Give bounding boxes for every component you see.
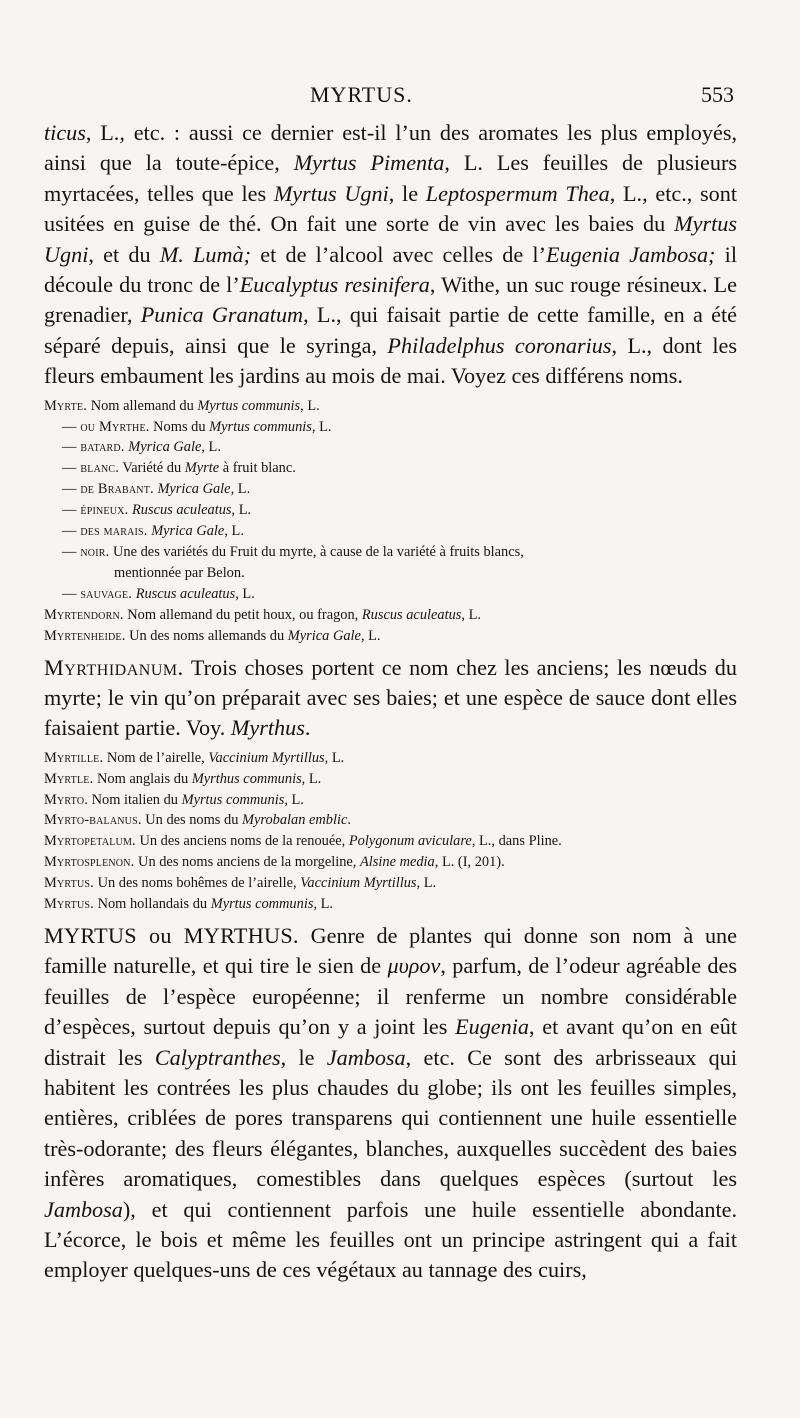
entry-dash: —: [62, 502, 77, 519]
text-span: , et du: [88, 241, 160, 267]
genus-name: Jambosa: [326, 1044, 406, 1070]
species-name: Myrtus communis: [209, 418, 312, 435]
entry-list-myrtille: [44, 748, 737, 915]
entry-headword: ou Myrthe.: [80, 418, 150, 435]
running-head: [0, 82, 800, 122]
genus-name: Calyptranthes: [154, 1044, 281, 1070]
text-span: , etc. Ce sont des arbrisseaux qui habitent les contrées les plus chaudes du globe; ils ont les feuilles simples, entières, criblées de pores transparens qui contiennent une huile essentielle très-odorante; des fleurs élégantes, blanches, auxquelles succèdent des baies infères aromatiques, comestibles dans quelques espèces (surtout les: [44, 1044, 737, 1192]
entry-text: Un des noms anciens de la morgeline,: [134, 854, 360, 871]
entry-headword: sauvage.: [80, 585, 133, 602]
text-span: , L., qui faisait partie de cette famille, en a été séparé depuis, ainsi que le syringa,: [44, 302, 737, 358]
entry-dash: —: [62, 481, 77, 498]
entry-headword: Myrtle.: [44, 770, 94, 787]
text-span: , le: [280, 1044, 327, 1070]
species-name: Leptospermum Thea: [425, 180, 610, 206]
species-name: Myrtus communis: [197, 397, 301, 414]
entry-list-myrte: [44, 396, 737, 647]
dictionary-entry: [44, 748, 737, 769]
dictionary-entry: [44, 873, 737, 894]
italic-text: ticus: [44, 120, 86, 145]
entry-text: à fruit blanc.: [219, 460, 296, 477]
dictionary-entry: [44, 584, 737, 605]
text-span: , et avant qu’on en eût distrait les: [44, 1014, 737, 1070]
entry-text: Noms du: [149, 418, 210, 435]
entry-headword: batard.: [80, 439, 125, 456]
dictionary-entry: [44, 894, 737, 915]
entry-text: .: [347, 812, 351, 829]
entry-headword: Myrto.: [44, 791, 89, 808]
entry-text: Variété du: [119, 460, 185, 477]
entry-headword: Myrtenheide.: [44, 627, 126, 644]
dictionary-entry: [44, 542, 737, 584]
entry-headword: Myrtopetalum.: [44, 833, 136, 850]
species-name: Myrica Gale: [151, 523, 225, 540]
entry-text: , L.: [313, 896, 334, 913]
entry-continuation: mentionnée par Belon.: [114, 564, 245, 581]
text-span: , parfum, de l’odeur agréable des feuilles de l’espèce européenne; il renferme un nombre considérable d’espèces, surtout depuis qu’on y a joint les: [44, 953, 737, 1040]
text-span: et de l’alcool avec celles de l’: [251, 241, 546, 267]
genus-name: Jambosa: [44, 1196, 123, 1222]
entry-headword: épineux.: [80, 502, 129, 519]
entry-text: , L.: [235, 585, 255, 602]
text-span: , Withe, un suc rouge résineux. Le grenadier,: [44, 272, 738, 328]
species-name: Philadelphus coronarius: [387, 332, 612, 358]
species-name: Myrtus communis: [181, 791, 285, 808]
entry-headword: Myrtosplenon.: [44, 854, 135, 871]
entry-headword: Myrtus.: [44, 875, 94, 892]
page-number: 553: [701, 82, 734, 107]
species-name: Punica Granatum: [140, 302, 304, 328]
text-span: , L., dont les fleurs embaument les jardins au mois de mai. Voyez ces différens noms.: [44, 332, 737, 389]
entry-text: , L.: [311, 418, 332, 435]
species-name: Alsine media: [360, 854, 435, 871]
entry-text: , L.: [284, 791, 304, 808]
entry-headword: Myrthidanum.: [44, 654, 184, 680]
species-name: Eugenia Jambosa;: [545, 241, 716, 267]
entry-text: , L.: [301, 770, 322, 787]
entry-text: Nom hollandais du: [93, 896, 211, 913]
species-name: Vaccinium Myrtillus: [208, 749, 325, 766]
dictionary-entry: [44, 626, 737, 647]
species-name: Ruscus aculeatus: [135, 585, 236, 602]
species-name: M. Lumà;: [159, 241, 252, 267]
species-name: Myrica Gale: [287, 627, 361, 644]
species-name: Myrobalan emblic: [242, 812, 348, 829]
entry-headword: Myrtille.: [44, 749, 104, 766]
entry-headword: des marais.: [80, 523, 148, 540]
entry-text: Nom italien du: [88, 791, 182, 808]
dictionary-entry: [44, 500, 737, 521]
entry-text: Un des anciens noms de la renouée,: [135, 833, 349, 850]
species-name: Myrtus Pimenta: [293, 150, 445, 176]
entry-text: , L.: [461, 606, 481, 623]
entry-headword: Myrto-balanus.: [44, 812, 142, 829]
entry-text: Nom de l’airelle,: [103, 749, 209, 766]
entry-text: Un des noms du: [141, 812, 242, 829]
entry-text: , L.: [224, 523, 244, 540]
entry-text: Une des variétés du Fruit du myrte, à cause de la variété à fruits blancs,: [109, 544, 524, 560]
text-span: , L., etc. : aussi ce dernier est-il l’un des aromates les plus employés, ainsi que la toute-épice,: [44, 120, 737, 176]
dictionary-entry: [44, 417, 737, 438]
entry-headword: Myrte.: [44, 397, 88, 414]
entry-text: , L., dans Pline.: [471, 833, 562, 850]
entry-dash: —: [62, 585, 77, 602]
entry-text: Un des noms allemands du: [125, 627, 288, 644]
entry-text: , L.: [201, 439, 221, 456]
entry-text: , L. (I, 201).: [434, 854, 505, 871]
entry-text: , L.: [300, 397, 320, 414]
entry-text: , L.: [416, 875, 437, 892]
species-name: Myrtus Ugni: [273, 180, 389, 206]
running-title: MYRTUS.: [310, 82, 413, 107]
entry-text: , L.: [324, 749, 345, 766]
paragraph-myrtaceae-uses: [44, 118, 737, 392]
species-name: Polygonum aviculare: [348, 833, 472, 850]
species-name: Ruscus aculeatus: [131, 502, 232, 519]
paragraph-myrtus-genus: [44, 921, 737, 1286]
entry-headword: noir.: [80, 544, 110, 560]
entry-dash: —: [62, 418, 77, 435]
dictionary-entry: [44, 521, 737, 542]
entry-dash: —: [62, 523, 77, 540]
species-name: Myrica Gale: [128, 439, 202, 456]
dictionary-entry: [44, 852, 737, 873]
species-name: Ruscus aculeatus: [361, 606, 462, 623]
species-name: Myrthus communis: [191, 770, 302, 787]
species-name: Eucalyptus resinifera: [239, 272, 430, 298]
species-name: Vaccinium Myrtillus: [300, 875, 417, 892]
dictionary-entry: [44, 769, 737, 790]
text-span: , le: [388, 180, 426, 206]
text-span: il découle du tronc de l’: [44, 241, 737, 298]
entry-text: Nom allemand du petit houx, ou fragon,: [123, 606, 362, 623]
dictionary-entry: [44, 437, 737, 458]
entry-text: Nom anglais du: [93, 770, 192, 787]
dictionary-entry: [44, 810, 737, 831]
dictionary-entry: [44, 458, 737, 479]
entry-dash: —: [62, 460, 77, 477]
species-name: Myrte: [184, 460, 220, 477]
entry-dash: —: [62, 439, 77, 456]
entry-headword: de Brabant.: [80, 481, 154, 498]
greek-word: μυρον: [387, 953, 441, 979]
text-span: Genre de plantes qui donne son nom à une famille naturelle, et qui tire le sien de: [44, 923, 737, 979]
dictionary-entry: [44, 790, 737, 811]
genus-name: Eugenia: [455, 1014, 530, 1040]
entry-text: , L.: [231, 502, 252, 519]
dictionary-entry: [44, 479, 737, 500]
entry-headword: Myrtendorn.: [44, 606, 124, 623]
dictionary-entry: [44, 605, 737, 626]
entry-headword: MYRTUS ou MYRTHUS.: [44, 923, 299, 948]
species-name: Myrtus Ugni: [44, 211, 737, 267]
species-name: Myrica Gale: [157, 481, 231, 498]
entry-text: Nom allemand du: [87, 397, 198, 414]
text-span: .: [304, 715, 311, 741]
text-span: ), et qui contiennent parfois une huile essentielle abondante. L’écorce, le bois et même les feuilles ont un principe astringent qui a fait employer quelques-uns de ces végétaux au tannage des cuirs,: [44, 1196, 737, 1283]
paragraph-myrthidanum: [44, 653, 737, 744]
entry-text: , L.: [230, 481, 251, 498]
entry-text: Un des noms bohêmes de l’airelle,: [93, 875, 301, 892]
dictionary-entry: [44, 396, 737, 417]
species-name: Myrthus: [230, 715, 305, 741]
entry-text: , L.: [360, 627, 381, 644]
dictionary-entry: [44, 831, 737, 852]
entry-headword: Myrtus.: [44, 896, 94, 913]
text-span: , L. Les feuilles de plusieurs myrtacées, telles que les: [44, 150, 737, 206]
entry-headword: blanc.: [80, 460, 120, 477]
entry-dash: —: [62, 544, 77, 560]
body-text: [44, 118, 737, 1286]
species-name: Myrtus communis: [210, 896, 314, 913]
text-span: Trois choses portent ce nom chez les anciens; les nœuds du myrte; le vin qu’on préparait avec ses baies; et une espèce de sauce dont elles faisaient partie. Voy.: [44, 654, 737, 741]
text-span: , L., etc., sont usitées en guise de thé. On fait une sorte de vin avec les baies du: [44, 180, 738, 237]
